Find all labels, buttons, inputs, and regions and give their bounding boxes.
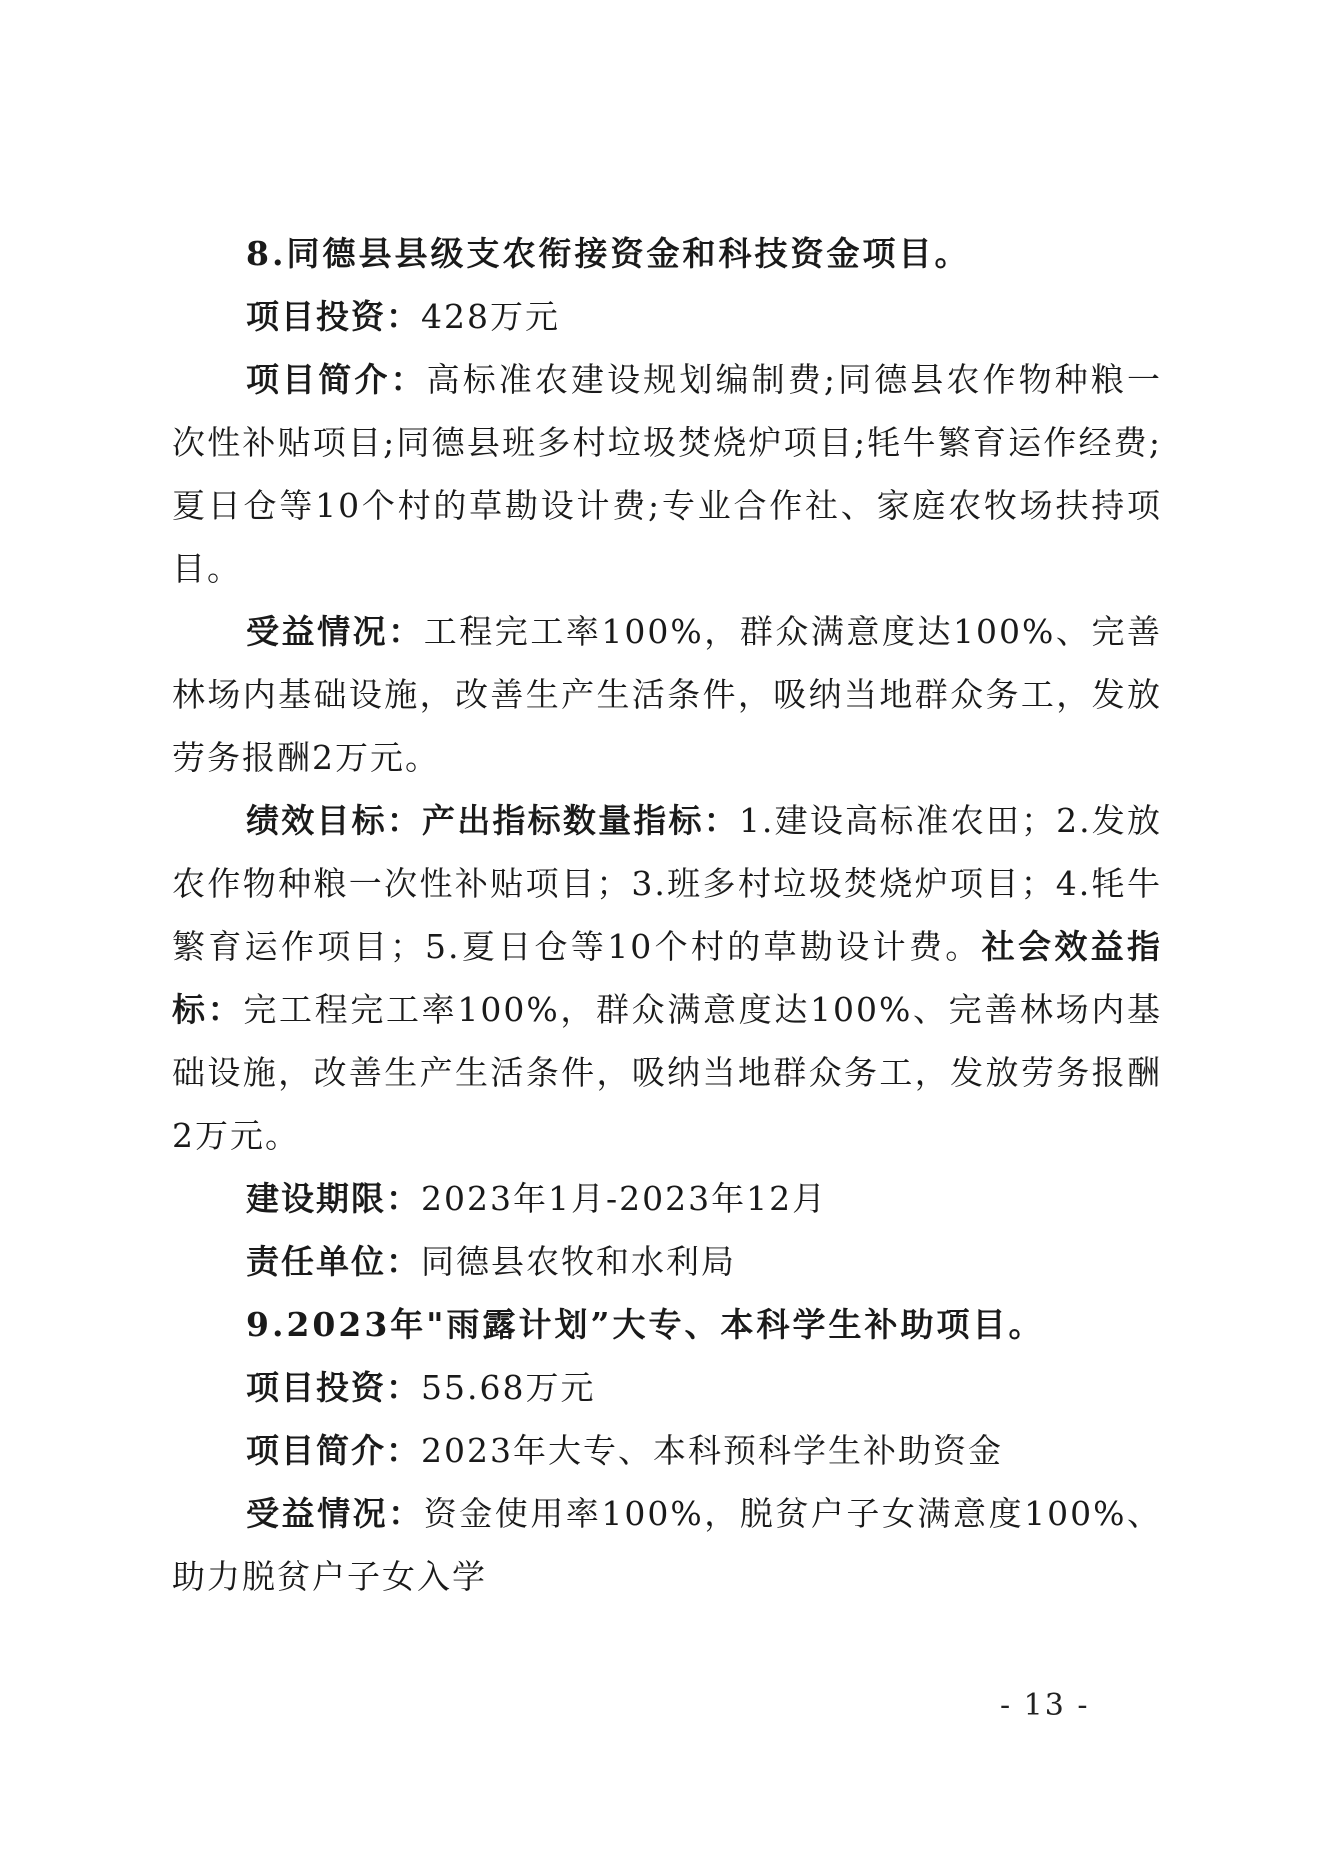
section9-intro (172, 1419, 1162, 1482)
investment-value: 55.68万元 (421, 1368, 596, 1407)
benefit-text: 工程完工率100%，群众满意度达100%、完善林场内基础设施，改善生产生活条件，吸纳当地群众务工，发放劳务报酬2万元。 (172, 612, 1163, 777)
investment-value: 428万元 (421, 297, 560, 336)
intro-text: 2023年大专、本科预科学生补助资金 (421, 1431, 1003, 1470)
unit-value: 同德县农牧和水利局 (421, 1242, 736, 1281)
benefit-text: 资金使用率100%，脱贫户子女满意度100%、助力脱贫户子女入学 (172, 1494, 1163, 1596)
intro-label: 项目简介： (246, 360, 427, 399)
benefit-label: 受益情况： (246, 612, 424, 651)
section8-intro (172, 348, 1162, 600)
goal-output-label: 产出指标数量指标： (422, 801, 739, 840)
goal-output-text: 1.建设高标准农田；2.发放农作物种粮一次性补贴项目；3.班多村垃圾焚烧炉项目；4.牦牛繁育运作项目；5.夏日仓等10个村的草勘设计费。 (172, 801, 1162, 966)
section8-title: 8.同德县县级支农衔接资金和科技资金项目。 (246, 234, 971, 273)
intro-text: 高标准农建设规划编制费;同德县农作物种粮一次性补贴项目;同德县班多村垃圾焚烧炉项目;牦牛繁育运作经费;夏日仓等10个村的草勘设计费;专业合作社、家庭农牧场扶持项目。 (172, 360, 1162, 588)
goal-label: 绩效目标： (246, 801, 423, 840)
benefit-label: 受益情况： (246, 1494, 424, 1533)
investment-label: 项目投资： (246, 1368, 421, 1407)
period-value: 2023年1月-2023年12月 (421, 1179, 828, 1218)
section9-title: 9.2023年"雨露计划”大专、本科学生补助项目。 (246, 1305, 1045, 1344)
section8-goal (172, 789, 1162, 1167)
investment-label: 项目投资： (246, 297, 421, 336)
section9-investment (172, 1356, 1162, 1419)
section8-benefit (172, 600, 1162, 789)
intro-label: 项目简介： (246, 1431, 421, 1470)
section8-investment (172, 285, 1162, 348)
page-number: - 13 - (1000, 1688, 1090, 1723)
goal-social-text: 完工程完工率100%，群众满意度达100%、完善林场内基础设施，改善生产生活条件，吸纳当地群众务工，发放劳务报酬2万元。 (172, 990, 1163, 1155)
unit-label: 责任单位： (246, 1242, 421, 1281)
period-label: 建设期限： (246, 1179, 421, 1218)
goal-social-label: 社会效益指标： (172, 927, 1163, 1029)
document-body (172, 222, 1162, 1608)
section8-period (172, 1167, 1162, 1230)
section8-unit (172, 1230, 1162, 1293)
section9-benefit (172, 1482, 1162, 1608)
